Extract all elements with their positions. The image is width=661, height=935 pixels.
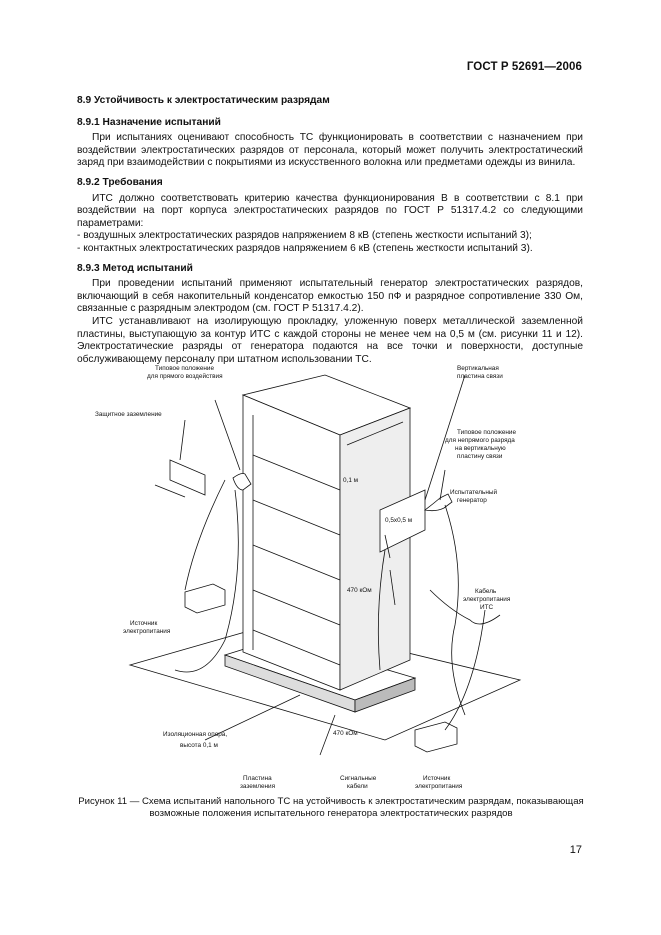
- label-distance: 0,1 м: [343, 477, 359, 484]
- label-cable-1: Кабель: [475, 588, 497, 595]
- label-indirect-1: Типовое положение: [457, 429, 517, 436]
- label-power-source-left-1: Источник: [130, 620, 158, 627]
- label-insulation-1: Изоляционная опора,: [163, 731, 228, 738]
- label-vplate-2: пластина связи: [457, 373, 503, 380]
- label-generator-2: генератор: [457, 497, 487, 504]
- document-header: ГОСТ Р 52691—2006: [466, 61, 582, 73]
- list-item: - контактных электростатических разрядов напряжением 6 кВ (степень жесткости испытаний 3).: [77, 243, 583, 256]
- label-insulation-2: высота 0,1 м: [180, 742, 218, 749]
- figure-caption: [48, 796, 614, 820]
- esd-generator: [425, 494, 452, 511]
- power-source-left: [185, 584, 225, 613]
- label-resistor-2: 470 кОм: [333, 730, 358, 737]
- label-generator-1: Испытательный: [450, 489, 498, 496]
- paragraph-method-1: При проведении испытаний применяют испытательный генератор электростатических разрядов, включающий в себя накопительный конденсатор емкостью 150 пФ и разрядное сопротивление 330 Ом, связанные с разрядным электродом (см. ГОСТ Р 51317.4.2).: [77, 278, 583, 315]
- paragraph-requirements: ИТС должно соответствовать критерию качества функционирования В в соответствии с 8.1 при воздействии на порт корпуса электростатических разрядов по ГОСТ Р 51317.4.2 со следующими параметрами:: [77, 192, 583, 229]
- power-source-right: [415, 722, 457, 752]
- page-number: 17: [569, 844, 582, 856]
- label-cable-2: электропитания: [463, 596, 511, 603]
- label-cable-3: ИТС: [480, 604, 494, 611]
- label-resistor-1: 470 кОм: [347, 587, 372, 594]
- label-direct-2: для прямого воздействия: [147, 373, 223, 380]
- subsection-title-requirements: 8.9.2 Требования: [77, 176, 163, 188]
- document-body: [77, 93, 583, 366]
- label-indirect-4: пластину связи: [457, 453, 503, 460]
- label-power-source-right-2: электропитания: [415, 783, 463, 790]
- figure-esd-test-setup: [85, 360, 555, 800]
- label-ground-plate-1: Пластина: [243, 775, 272, 782]
- figure-caption-line-2: возможные положения испытательного генератора электростатических разрядов: [149, 808, 513, 819]
- paragraph-method-2: ИТС устанавливают на изолирующую прокладку, уложенную поверх металлической заземленной пластины, выступающую за контур ИТС с каждой стороны не менее чем на 0,5 м (см. рисунки 11 и 12). Электростатические разряды от генератора подаются на все точки и поверхности, доступные обслуживающему персоналу при штатном использовании ТС.: [77, 315, 583, 365]
- subsection-title-method: 8.9.3 Метод испытаний: [77, 262, 193, 274]
- label-vplate-1: Вертикальная: [457, 365, 499, 372]
- section-title: 8.9 Устойчивость к электростатическим разрядам: [77, 95, 330, 106]
- label-protective-ground: Защитное заземление: [95, 411, 162, 418]
- paragraph-purpose: При испытаниях оценивают способность ТС функционировать в соответствии с назначением при воздействии электростатических разрядов от персонала, который может получить электростатический заряд при взаимодействии с покрытиями из искусственного волокна или предметами одежды из винила.: [77, 132, 583, 169]
- label-ground-plate-2: заземления: [240, 783, 276, 790]
- label-plate-size: 0,5х0,5 м: [385, 517, 413, 524]
- label-signal-cables-1: Сигнальные: [340, 775, 377, 782]
- label-direct-1: Типовое положение: [155, 365, 215, 372]
- figure-drawing: [85, 360, 555, 800]
- label-indirect-2: для непрямого разряда: [445, 437, 515, 444]
- label-indirect-3: на вертикальную: [455, 445, 506, 452]
- label-power-source-left-2: электропитания: [123, 628, 171, 635]
- label-signal-cables-2: кабели: [347, 783, 368, 790]
- figure-caption-line-1: Рисунок 11 — Схема испытаний напольного ТС на устойчивость к электростатическим разрядам, показывающая: [78, 796, 584, 807]
- list-item: - воздушных электростатических разрядов напряжением 8 кВ (степень жесткости испытаний 3);: [77, 230, 583, 243]
- subsection-title-purpose: 8.9.1 Назначение испытаний: [77, 116, 221, 128]
- label-power-source-right-1: Источник: [423, 775, 451, 782]
